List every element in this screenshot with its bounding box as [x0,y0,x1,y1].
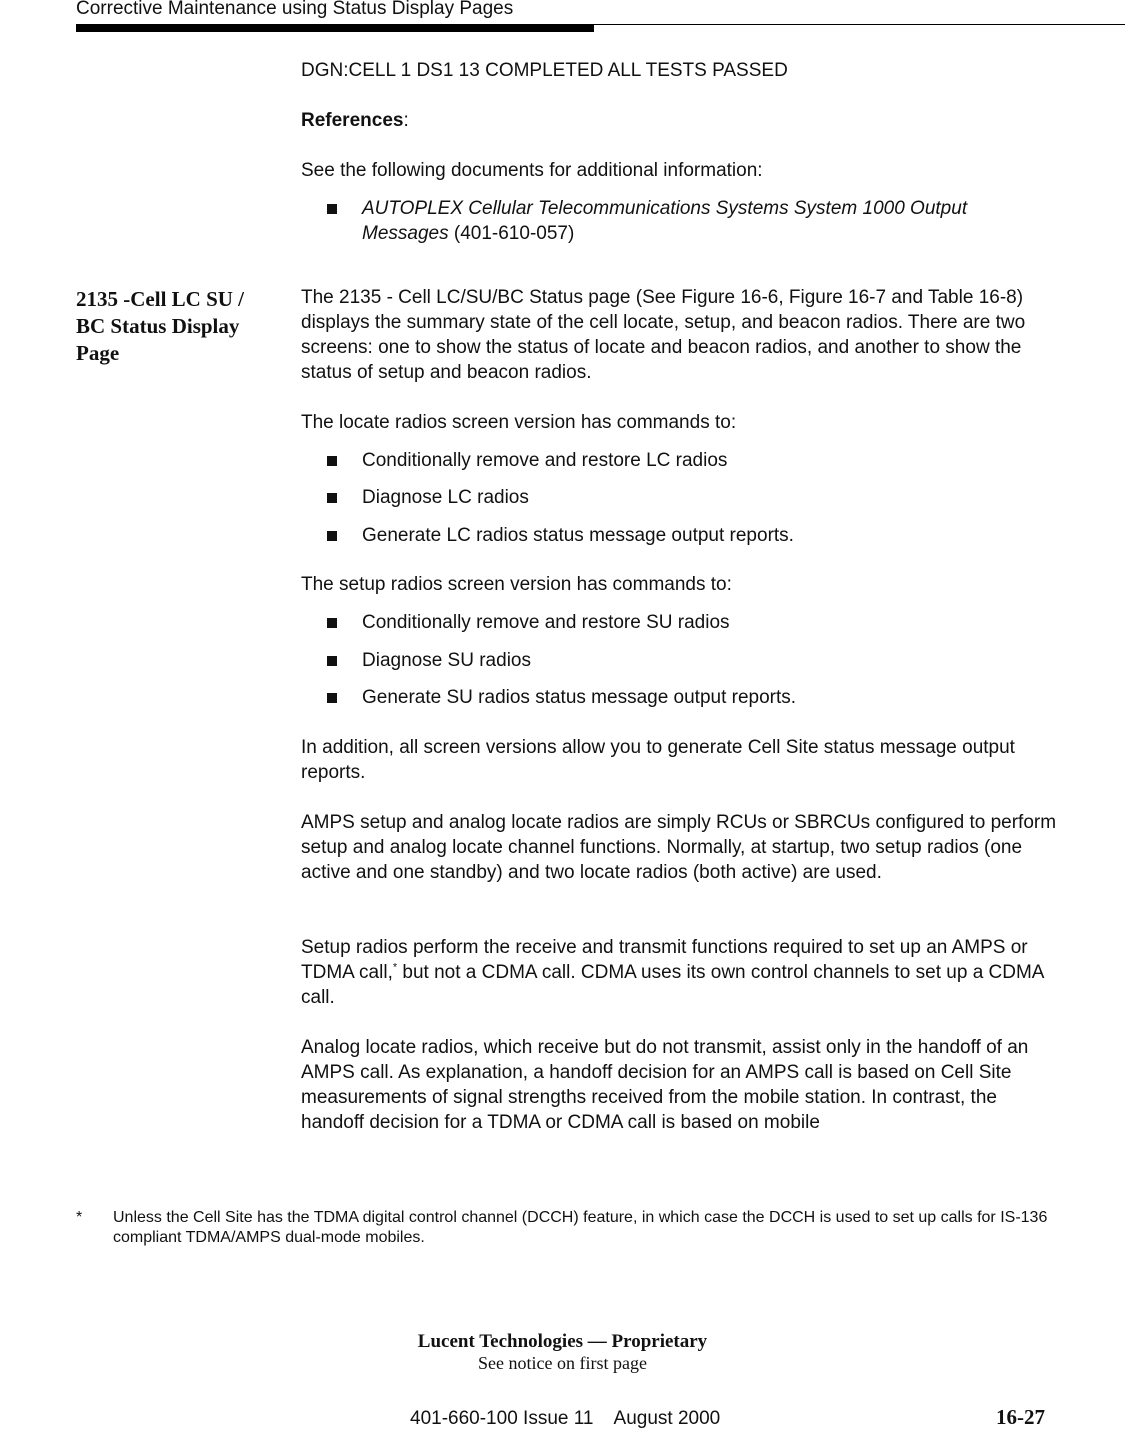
page-number: 16-27 [996,1405,1045,1429]
footer-doc-info: 401-660-100 Issue 11 August 2000 [410,1408,721,1429]
analog-locate-paragraph: Analog locate radios, which receive but do not transmit, assist only in the handoff of an AMPS call. As explanation, a handoff decision for an AMPS call is based on Cell Site measurements of signal strengths received from the mobile station. In contrast, the handoff decision for a TDMA or CDMA call is based on mobile [301,1037,1029,1133]
bullet-square-icon [327,456,337,466]
see-following-text: See the following documents for additional information: [301,160,763,181]
footer-notice: See notice on first page [478,1353,647,1373]
section-intro-paragraph: The 2135 - Cell LC/SU/BC Status page (See Figure 16-6, Figure 16-7 and Table 16-8) displays the summary state of the cell locate, setup, and beacon radios. There are two screens: one to show the status of locate and beacon radios, and another to show the status of setup and beacon radios. [301,287,1026,383]
header-rule-thick [76,24,594,32]
addition-paragraph: In addition, all screen versions allow you to generate Cell Site status message output reports. [301,737,1015,783]
references-label [301,108,1061,133]
dgn-output-line: DGN:CELL 1 DS1 13 COMPLETED ALL TESTS PASSED [301,60,788,81]
footnote-reference-mark: * [392,961,398,974]
footnote-text: Unless the Cell Site has the TDMA digital control channel (DCCH) feature, in which case the DCCH is used to set up calls for IS-136 compliant TDMA/AMPS dual-mode mobiles. [113,1209,1048,1246]
bullet-square-icon [327,204,337,214]
footnote-mark: * [76,1209,83,1226]
header-title: Corrective Maintenance using Status Display Pages [76,0,514,19]
section-heading: 2135 -Cell LC SU / BC Status Display Page [76,287,244,365]
bullet-square-icon [327,618,337,628]
setup-radios-paragraph: Setup radios perform the receive and transmit functions required to set up an AMPS or TDMA call,* but not a CDMA call. CDMA uses its own control channels to set up a CDMA call. [301,937,1044,1008]
reference-title: AUTOPLEX Cellular Telecommunications Systems System 1000 Output Messages [362,198,968,244]
setup-intro: The setup radios screen version has commands to: [301,574,732,595]
bullet-square-icon [327,531,337,541]
bullet-square-icon [327,693,337,703]
footer-company: Lucent Technologies — Proprietary [417,1331,708,1352]
references-label-text: References [301,110,404,131]
locate-intro: The locate radios screen version has commands to: [301,412,737,433]
references-colon: : [403,110,409,131]
bullet-square-icon [327,656,337,666]
reference-number: (401-610-057) [448,223,575,244]
bullet-square-icon [327,493,337,503]
amps-paragraph: AMPS setup and analog locate radios are simply RCUs or SBRCUs configured to perform setup and analog locate channel functions. Normally, at startup, two setup radios (one active and one standby) and two locate radios (both active) are used. [301,812,1057,883]
